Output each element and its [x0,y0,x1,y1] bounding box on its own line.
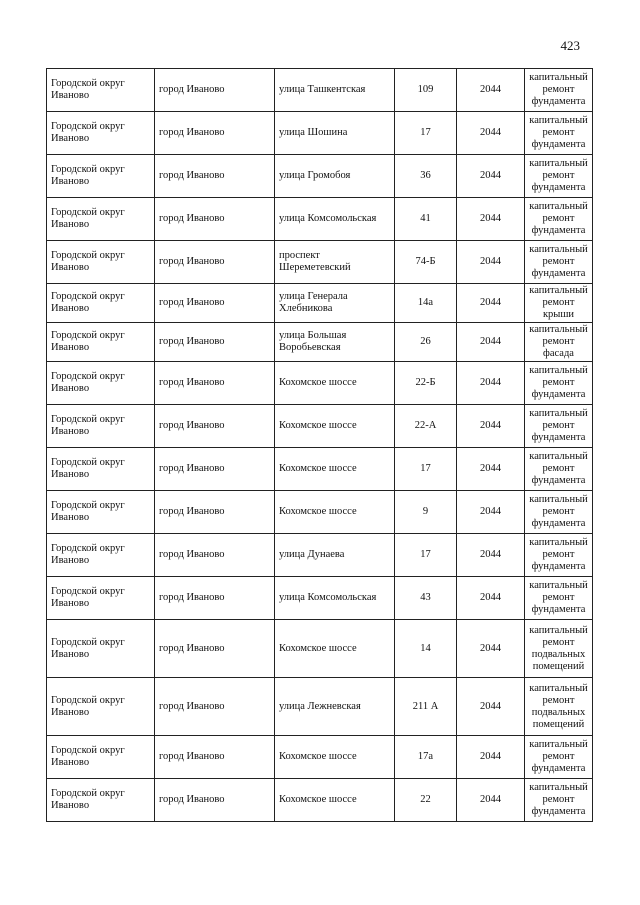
cell-work-type: капитальный ремонт фундамента [525,577,593,620]
table-row [47,198,593,241]
cell-work-type: капитальный ремонт фундамента [525,448,593,491]
cell-house-number: 14 [395,620,457,678]
cell-city: город Иваново [155,577,275,620]
cell-year: 2044 [457,323,525,362]
table-row [47,112,593,155]
cell-house-number: 26 [395,323,457,362]
cell-year: 2044 [457,405,525,448]
cell-year: 2044 [457,534,525,577]
cell-year: 2044 [457,736,525,779]
cell-house-number: 14а [395,284,457,323]
cell-street: Кохомское шоссе [275,448,395,491]
cell-house-number: 22-А [395,405,457,448]
cell-city: город Иваново [155,491,275,534]
cell-street: Кохомское шоссе [275,362,395,405]
cell-work-type: капитальный ремонт фундамента [525,534,593,577]
cell-year: 2044 [457,241,525,284]
page-number: 423 [560,38,580,53]
table-row [47,577,593,620]
cell-street: улица Лежневская [275,678,395,736]
table-row [47,241,593,284]
cell-work-type: капитальный ремонт подвальных помещений [525,678,593,736]
cell-street: улица Большая Воробьевская [275,323,395,362]
cell-street: улица Громобоя [275,155,395,198]
cell-house-number: 17а [395,736,457,779]
cell-year: 2044 [457,112,525,155]
cell-house-number: 109 [395,69,457,112]
cell-street: Кохомское шоссе [275,779,395,822]
cell-street: Кохомское шоссе [275,736,395,779]
cell-street: Кохомское шоссе [275,620,395,678]
cell-house-number: 22 [395,779,457,822]
cell-house-number: 36 [395,155,457,198]
cell-work-type: капитальный ремонт фасада [525,323,593,362]
table-row [47,736,593,779]
cell-street: улица Генерала Хлебникова [275,284,395,323]
cell-district: Городской округ Иваново [47,678,155,736]
cell-house-number: 17 [395,448,457,491]
cell-street: улица Дунаева [275,534,395,577]
cell-district: Городской округ Иваново [47,284,155,323]
cell-street: улица Шошина [275,112,395,155]
cell-district: Городской округ Иваново [47,405,155,448]
cell-city: город Иваново [155,362,275,405]
table-row [47,69,593,112]
cell-work-type: капитальный ремонт фундамента [525,198,593,241]
table-row [47,448,593,491]
cell-city: город Иваново [155,112,275,155]
table-row [47,620,593,678]
cell-year: 2044 [457,448,525,491]
cell-house-number: 41 [395,198,457,241]
table-row [47,678,593,736]
cell-city: город Иваново [155,241,275,284]
cell-district: Городской округ Иваново [47,69,155,112]
cell-work-type: капитальный ремонт подвальных помещений [525,620,593,678]
cell-district: Городской округ Иваново [47,534,155,577]
table-row [47,405,593,448]
table-row [47,323,593,362]
cell-work-type: капитальный ремонт фундамента [525,362,593,405]
cell-city: город Иваново [155,736,275,779]
cell-district: Городской округ Иваново [47,448,155,491]
cell-street: улица Комсомольская [275,577,395,620]
cell-year: 2044 [457,198,525,241]
cell-city: город Иваново [155,534,275,577]
cell-work-type: капитальный ремонт фундамента [525,155,593,198]
cell-year: 2044 [457,155,525,198]
cell-district: Городской округ Иваново [47,198,155,241]
cell-district: Городской округ Иваново [47,736,155,779]
table-row [47,491,593,534]
table-body [47,69,593,822]
cell-year: 2044 [457,491,525,534]
cell-work-type: капитальный ремонт фундамента [525,112,593,155]
cell-city: город Иваново [155,405,275,448]
cell-district: Городской округ Иваново [47,112,155,155]
cell-work-type: капитальный ремонт фундамента [525,405,593,448]
cell-street: Кохомское шоссе [275,405,395,448]
cell-house-number: 17 [395,534,457,577]
cell-work-type: капитальный ремонт фундамента [525,491,593,534]
cell-house-number: 17 [395,112,457,155]
cell-year: 2044 [457,577,525,620]
cell-house-number: 22-Б [395,362,457,405]
cell-district: Городской округ Иваново [47,155,155,198]
table-row [47,362,593,405]
cell-city: город Иваново [155,448,275,491]
cell-district: Городской округ Иваново [47,779,155,822]
cell-house-number: 74-Б [395,241,457,284]
cell-city: город Иваново [155,779,275,822]
cell-house-number: 9 [395,491,457,534]
cell-year: 2044 [457,620,525,678]
table-row [47,284,593,323]
cell-year: 2044 [457,678,525,736]
table-row [47,779,593,822]
cell-work-type: капитальный ремонт фундамента [525,779,593,822]
cell-street: Кохомское шоссе [275,491,395,534]
cell-work-type: капитальный ремонт фундамента [525,69,593,112]
cell-year: 2044 [457,779,525,822]
cell-city: город Иваново [155,323,275,362]
cell-city: город Иваново [155,198,275,241]
cell-city: город Иваново [155,284,275,323]
cell-city: город Иваново [155,678,275,736]
cell-city: город Иваново [155,69,275,112]
table-row [47,155,593,198]
cell-work-type: капитальный ремонт фундамента [525,241,593,284]
cell-street: улица Комсомольская [275,198,395,241]
cell-street: проспект Шереметевский [275,241,395,284]
table-row [47,534,593,577]
cell-district: Городской округ Иваново [47,577,155,620]
repair-schedule-table [46,68,593,822]
cell-district: Городской округ Иваново [47,241,155,284]
cell-city: город Иваново [155,620,275,678]
cell-year: 2044 [457,362,525,405]
cell-street: улица Ташкентская [275,69,395,112]
cell-year: 2044 [457,284,525,323]
cell-district: Городской округ Иваново [47,323,155,362]
cell-year: 2044 [457,69,525,112]
cell-work-type: капитальный ремонт крыши [525,284,593,323]
cell-district: Городской округ Иваново [47,362,155,405]
cell-district: Городской округ Иваново [47,620,155,678]
cell-house-number: 211 А [395,678,457,736]
cell-city: город Иваново [155,155,275,198]
cell-work-type: капитальный ремонт фундамента [525,736,593,779]
cell-house-number: 43 [395,577,457,620]
cell-district: Городской округ Иваново [47,491,155,534]
